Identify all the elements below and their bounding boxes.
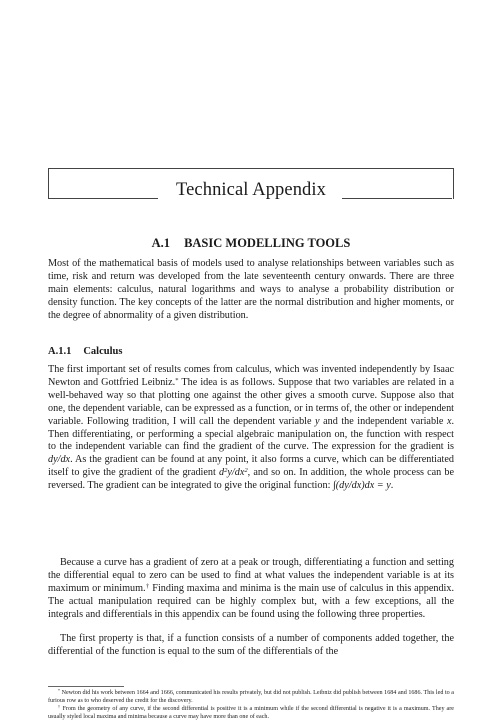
text-run: Because a curve has a gradient of zero at a peak or trough, differentiating a function and setting the differential equal to zero can be used to find at what values the independent variable is at its maximum or minimum.	[48, 557, 454, 594]
section-number: A.1	[151, 236, 171, 250]
footnote-divider	[48, 686, 124, 687]
footnote-ref-2[interactable]: †	[145, 582, 150, 590]
maxima-paragraph	[48, 557, 454, 622]
text-run: . Then differentiating, or performing a special algebraic manipulation on, the function with respect to the independent variable can find the gradient of the curve. The expression for the gradient is	[48, 415, 455, 453]
subsection-number: A.1.1	[48, 346, 72, 357]
math-part: y/dx	[227, 467, 245, 479]
footnote-ref-1[interactable]: *	[175, 376, 179, 384]
footnote-2	[48, 706, 454, 721]
footnote-mark: †	[58, 704, 61, 710]
text-run: and the independent variable	[319, 415, 447, 427]
section-title: BASIC MODELLING TOOLS	[184, 236, 351, 250]
variable-y: y	[315, 415, 320, 427]
appendix-title: Technical Appendix	[176, 180, 326, 200]
math-exponent: 2	[224, 467, 228, 475]
footnote-mark: *	[58, 688, 60, 694]
footnote-text: From the geometry of any curve, if the second differential is positive it is a minimum while if the second differential is negative it is a maximum. They are usually styled local maxima and minima because a curve may have more than one of each.	[48, 706, 455, 720]
text-run: The idea is as follows. Suppose that two variables are related in a well-behaved way so that plotting one against the other gives a smooth curve. Suppose also that one, the dependent variable, can be expressed as a function, or in terms of, the other or independent variable. Following tradition, I will call the dependent variable	[48, 376, 454, 427]
first-property-paragraph: The first property is that, if a function consists of a number of components added together, the differential of the function is equal to the sum of the differentials of the	[48, 633, 454, 657]
section-heading	[48, 236, 454, 251]
footnote-text: Newton did his work between 1664 and 1666, communicated his results privately, but did not publish. Leibniz did publish between 1684 and 1686. This led to a furious row as to who deserved the credit for the discovery.	[48, 690, 454, 704]
text-run: Finding maxima and minima is the main use of calculus in this appendix. The actual manipulation required can be highly complex but, with a few exceptions, all the integrals and differentials in this appendix can be found using the following three properties.	[48, 582, 455, 620]
variable-x: x	[446, 415, 452, 427]
text-run: The first important set of results comes from calculus, which was invented independently by Isaac Newton and Gottfried Leibniz.	[48, 364, 454, 388]
integral-expression: ∫(dy/dx)dx = y	[332, 480, 391, 492]
second-derivative-expression	[219, 467, 248, 478]
gradient-expression: dy/dx	[48, 454, 71, 466]
subsection-heading	[48, 345, 122, 358]
math-exponent: 2	[244, 467, 248, 475]
subsection-title: Calculus	[83, 346, 123, 357]
text-run: . As the gradient can be found at any point, it also forms a curve, which can be differentiated itself to give the gradient of the gradient	[48, 454, 454, 479]
footnote-1	[48, 690, 454, 705]
calculus-paragraph	[48, 364, 454, 493]
text-run: , and so on. In addition, the whole process can be reversed. The gradient can be integrated to give the original function:	[48, 467, 455, 492]
math-part: d	[218, 467, 225, 479]
intro-paragraph: Most of the mathematical basis of models used to analyse relationships between variables such as time, risk and return was developed from the late seventeenth century onwards. There are three main elements: calculus, natural logarithms and ways to analyse a probability distribution or density function. The key concepts of the latter are the normal distribution and higher moments, or the degree of abnormality of a given distribution.	[48, 258, 454, 321]
text-run: .	[390, 480, 394, 492]
document-page	[48, 0, 454, 726]
